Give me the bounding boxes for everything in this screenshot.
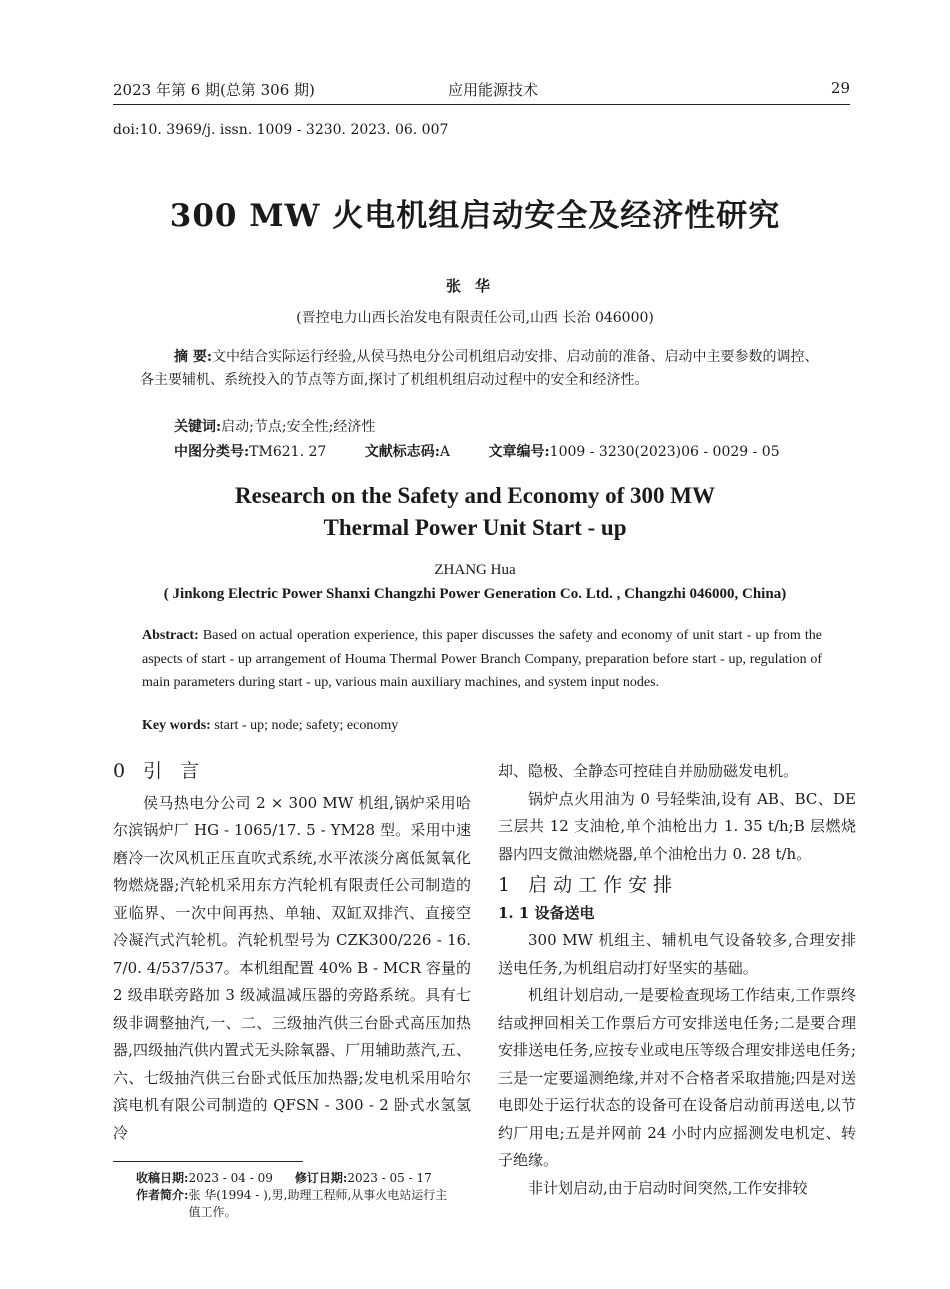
keywords-en-label: Key words:	[142, 718, 211, 733]
affiliation-cn: (晋控电力山西长治发电有限责任公司,山西 长治 046000)	[296, 310, 654, 326]
section-0-heading: 0 引 言	[113, 760, 206, 782]
left-column	[113, 758, 471, 1147]
keywords-cn	[174, 416, 375, 436]
title-cn: 300 MW 火电机组启动安全及经济性研究	[169, 198, 781, 234]
abstract-cn-text: 文中结合实际运行经验,从侯马热电分公司机组启动安排、启动前的准备、启动中主要参数的调控、各主要辅机、系统投入的节点等方面,探讨了机组机组启动过程中的安全和经济性。	[140, 349, 819, 388]
section-0-paragraph: 侯马热电分公司 2 × 300 MW 机组,锅炉采用哈尔滨锅炉厂 HG - 1065/17. 5 - YM28 型。采用中速磨冷一次风机正压直吹式系统,水平浓淡分离低氮氧化物燃烧器;汽轮机采用东方汽轮机有限责任公司制造的亚临界、一次中间再热、单轴、双缸双排汽、直接空冷凝汽式汽轮机。汽轮机型号为 CZK300/226 - 16. 7/0. 4/537/537。本机组配置 40% B - MCR 容量的 2 级串联旁路加 3 级减温减压器的旁路系统。具有七级非调整抽汽,一、二、三级抽汽供三台卧式高压加热器,四级抽汽供内置式无头除氧器、厂用辅助蒸汽,五、六、七级抽汽供三台卧式低压加热器;发电机采用哈尔滨电机有限公司制造的 QFSN - 300 - 2 卧式水氢氢冷	[113, 793, 471, 1142]
title-en-line1: Research on the Safety and Economy of 300 MW	[235, 483, 715, 508]
abstract-en-label: Abstract:	[142, 628, 199, 643]
doc-code: 文献标志码:A	[364, 444, 451, 460]
page-number: 29	[830, 79, 850, 97]
author-cn: 张华	[445, 277, 504, 295]
abstract-cn	[140, 346, 830, 392]
keywords-en-text: start - up; node; safety; economy	[210, 718, 399, 733]
paragraph-continued: 却、隐极、全静态可控硅自并励励磁发电机。	[498, 762, 799, 780]
keywords-cn-label: 关键词:	[174, 419, 222, 435]
running-header	[113, 76, 850, 105]
author-en: ZHANG Hua	[434, 562, 516, 578]
footnote-dates: 收稿日期: 2023 - 04 - 09 修订日期: 2023 - 05 - 17	[136, 1171, 432, 1185]
doi: doi:10. 3969/j. issn. 1009 - 3230. 2023. 06. 007	[113, 122, 449, 138]
affiliation-en: ( Jinkong Electric Power Shanxi Changzhi Power Generation Co. Ltd. , Changzhi 046000, China)	[163, 586, 787, 602]
abstract-en	[142, 624, 822, 695]
section-1-1-heading: 1. 1 设备送电	[498, 903, 595, 922]
section-1-1-paragraph-3: 非计划启动,由于启动时间突然,工作安排较	[528, 1178, 808, 1197]
footnote-bio: 作者简介: 张 华(1994 - ),男,助理工程师,从事火电站运行主值工作。	[136, 1188, 448, 1219]
keywords-cn-text: 启动;节点;安全性;经济性	[221, 419, 376, 435]
title-en-line2: Thermal Power Unit Start - up	[323, 515, 627, 540]
clc-code: 中图分类号:TM621. 27	[174, 444, 327, 460]
article-number: 文章编号:1009 - 3230(2023)06 - 0029 - 05	[488, 444, 780, 460]
footnote-rule	[113, 1161, 303, 1162]
paragraph-oil-guns: 锅炉点火用油为 0 号轻柴油,设有 AB、BC、DE 三层共 12 支油枪,单个油枪出力 1. 35 t/h;B 层燃烧器内四支微油燃烧器,单个油枪出力 0. 28 t/h。	[498, 789, 856, 863]
journal-name: 应用能源技术	[448, 81, 539, 99]
issue-info: 2023 年第 6 期(总第 306 期)	[113, 81, 315, 99]
classification-line	[174, 441, 854, 461]
footnote	[136, 1170, 456, 1221]
section-1-1-paragraph-1: 300 MW 机组主、辅机电气设备较多,合理安排送电任务,为机组启动打好坚实的基础。	[498, 931, 856, 977]
abstract-cn-label: 摘 要:	[174, 349, 213, 365]
abstract-en-text: Based on actual operation experience, this paper discusses the safety and economy of unit start - up from the aspects of start - up arrangement of Houma Thermal Power Branch Company, preparation before start - up, regulation of main parameters during start - up, various main auxiliary machines, and system input nodes.	[142, 628, 822, 690]
keywords-en	[142, 718, 398, 734]
section-1-1-paragraph-2: 机组计划启动,一是要检查现场工作结束,工作票终结或押回相关工作票后方可安排送电任务;二是要合理安排送电任务,应按专业或电压等级合理安排送电任务;三是一定要遥测绝缘,并对不合格者采取措施;四是对送电即处于运行状态的设备可在设备启动前再送电,以节约厂用电;五是并网前 24 小时内应摇测发电机定、转子绝缘。	[498, 986, 856, 1169]
title-en	[0, 480, 950, 544]
section-1-heading: 1 启动工作安排	[498, 874, 679, 896]
right-column	[498, 758, 856, 1202]
